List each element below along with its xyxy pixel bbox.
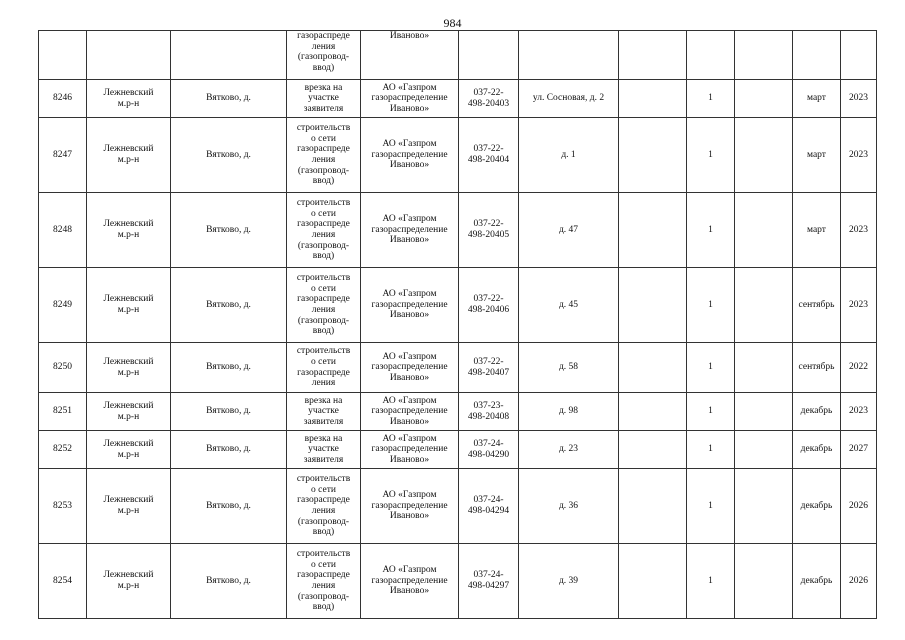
line: 037-22- (473, 219, 504, 230)
cell-org (361, 31, 459, 80)
line: заявителя (303, 454, 344, 465)
cell-address: ул. Сосновая, д. 2 (519, 80, 619, 118)
cell-locality: Вятково, д. (171, 343, 287, 393)
line: газораспреде (297, 495, 350, 506)
cell-month: декабрь (793, 469, 841, 544)
cell-district (87, 431, 171, 469)
line: заявителя (303, 416, 344, 427)
line: газораспределение (371, 362, 448, 373)
line: м.р-н (117, 411, 140, 422)
line: Иваново» (389, 454, 430, 465)
line: Иваново» (389, 235, 430, 246)
line: м.р-н (117, 367, 140, 378)
line: 498-04297 (467, 581, 510, 591)
cell-empty (619, 268, 687, 343)
cell-work (287, 343, 361, 393)
line: АО «Газпром (382, 289, 437, 300)
line: ления (311, 506, 336, 516)
line: газораспределение (371, 93, 448, 104)
line: Лежневский (103, 219, 154, 230)
cell-address: д. 58 (519, 343, 619, 393)
line: строительств (296, 198, 351, 209)
cell-year: 2022 (841, 343, 877, 393)
line: (газопровод- (297, 240, 350, 251)
line: заявителя (303, 103, 344, 114)
cell-address (519, 31, 619, 80)
table-row (39, 268, 877, 343)
line: ления (311, 378, 336, 389)
cell-qty: 1 (687, 193, 735, 268)
line: Лежневский (103, 570, 154, 581)
line: участке (308, 406, 339, 417)
cell-year: 2023 (841, 80, 877, 118)
cell-address: д. 23 (519, 431, 619, 469)
cell-work (287, 268, 361, 343)
line: строительств (296, 346, 351, 357)
cell-address: д. 36 (519, 469, 619, 544)
table-row (39, 431, 877, 469)
cell-empty (735, 31, 793, 80)
line: АО «Газпром (382, 351, 437, 362)
line: ления (311, 230, 336, 240)
cell-year: 2027 (841, 431, 877, 469)
line: 498-04294 (467, 506, 510, 516)
cell-work (287, 393, 361, 431)
line: ввод) (312, 251, 335, 262)
line: газораспределение (371, 224, 448, 235)
cell-month (793, 31, 841, 80)
line: строительств (296, 474, 351, 485)
line: АО «Газпром (382, 395, 437, 406)
table-row (39, 118, 877, 193)
cell-work (287, 193, 361, 268)
cell-locality: Вятково, д. (171, 193, 287, 268)
line: Иваново» (389, 160, 430, 171)
cell-locality: Вятково, д. (171, 80, 287, 118)
line: 498-20404 (467, 155, 510, 165)
cell-locality: Вятково, д. (171, 431, 287, 469)
line: ввод) (312, 602, 335, 613)
line: 498-20406 (467, 305, 510, 315)
line: АО «Газпром (382, 139, 437, 150)
cell-locality: Вятково, д. (171, 544, 287, 619)
cell-month: март (793, 118, 841, 193)
line: м.р-н (117, 230, 140, 240)
line: Лежневский (103, 87, 154, 98)
cell-locality: Вятково, д. (171, 469, 287, 544)
cell-locality: Вятково, д. (171, 393, 287, 431)
line: Лежневский (103, 294, 154, 305)
cell-month: март (793, 80, 841, 118)
cell-empty (619, 393, 687, 431)
cell-org (361, 431, 459, 469)
cell-district (87, 469, 171, 544)
cell-work (287, 544, 361, 619)
line: АО «Газпром (382, 82, 437, 93)
cell-locality: Вятково, д. (171, 268, 287, 343)
cell-empty (619, 118, 687, 193)
line: Лежневский (103, 495, 154, 506)
line: м.р-н (117, 155, 140, 165)
cell-org (361, 193, 459, 268)
line: газораспределение (371, 444, 448, 455)
line: АО «Газпром (382, 214, 437, 225)
table-row (39, 193, 877, 268)
line: ления (311, 305, 336, 315)
line: АО «Газпром (382, 565, 437, 576)
cell-year: 2023 (841, 118, 877, 193)
cell-qty: 1 (687, 80, 735, 118)
line: ления (311, 41, 336, 52)
cell-qty: 1 (687, 544, 735, 619)
line: 498-20405 (467, 230, 510, 240)
line: (газопровод- (297, 516, 350, 527)
line: газораспреде (297, 367, 350, 378)
line: строительств (296, 273, 351, 284)
line: Лежневский (103, 438, 154, 449)
line: 498-20403 (467, 98, 510, 109)
line: газораспределение (371, 500, 448, 511)
line: (газопровод- (297, 165, 350, 176)
cell-work (287, 469, 361, 544)
cell-num: 8253 (39, 469, 87, 544)
line: АО «Газпром (382, 433, 437, 444)
line: строительств (296, 549, 351, 560)
line: Иваново» (389, 586, 430, 597)
line: 498-20407 (467, 367, 510, 378)
cell-code (459, 268, 519, 343)
line: газораспреде (297, 570, 350, 581)
cell-empty (619, 193, 687, 268)
line: (газопровод- (297, 315, 350, 326)
cell-work (287, 31, 361, 80)
cell-empty (735, 393, 793, 431)
cell-code (459, 393, 519, 431)
line: Лежневский (103, 144, 154, 155)
cell-empty (735, 469, 793, 544)
cell-work (287, 80, 361, 118)
line: врезка на (304, 82, 343, 93)
cell-empty (735, 80, 793, 118)
cell-district (87, 193, 171, 268)
cell-empty (735, 118, 793, 193)
cell-district (87, 393, 171, 431)
cell-num: 8249 (39, 268, 87, 343)
cell-qty: 1 (687, 393, 735, 431)
cell-num: 8250 (39, 343, 87, 393)
cell-address: д. 39 (519, 544, 619, 619)
table-row (39, 544, 877, 619)
line: участке (308, 93, 339, 104)
cell-code (459, 469, 519, 544)
cell-code (459, 118, 519, 193)
line: газораспределение (371, 575, 448, 586)
line: м.р-н (117, 449, 140, 460)
cell-address: д. 47 (519, 193, 619, 268)
cell-empty (735, 268, 793, 343)
table-row (39, 469, 877, 544)
line: газораспреде (297, 219, 350, 230)
cell-org (361, 343, 459, 393)
cell-org (361, 118, 459, 193)
cell-year: 2026 (841, 544, 877, 619)
line: о сети (311, 283, 336, 294)
cell-locality: Вятково, д. (171, 118, 287, 193)
line: ввод) (312, 326, 335, 337)
line: Иваново» (389, 31, 430, 41)
line: 037-24- (473, 495, 504, 506)
line: (газопровод- (297, 591, 350, 602)
cell-empty (619, 431, 687, 469)
line: Иваново» (389, 310, 430, 321)
cell-num: 8248 (39, 193, 87, 268)
table-row (39, 80, 877, 118)
line: 498-04290 (467, 449, 510, 460)
cell-code (459, 193, 519, 268)
line: строительств (296, 123, 351, 134)
cell-month: сентябрь (793, 268, 841, 343)
cell-work (287, 431, 361, 469)
cell-empty (619, 343, 687, 393)
line: (газопровод- (297, 52, 350, 63)
cell-qty: 1 (687, 343, 735, 393)
cell-empty (619, 544, 687, 619)
line: 037-24- (473, 570, 504, 581)
line: Иваново» (389, 372, 430, 383)
cell-qty (687, 31, 735, 80)
line: ления (311, 581, 336, 591)
cell-empty (619, 80, 687, 118)
cell-org (361, 393, 459, 431)
cell-code (459, 431, 519, 469)
cell-empty (619, 469, 687, 544)
line: врезка на (304, 395, 343, 406)
cell-org (361, 469, 459, 544)
line: м.р-н (117, 98, 140, 109)
line: газораспределение (371, 299, 448, 310)
cell-num: 8254 (39, 544, 87, 619)
cell-district (87, 80, 171, 118)
cell-org (361, 544, 459, 619)
cell-empty (735, 544, 793, 619)
line: врезка на (304, 433, 343, 444)
cell-district (87, 118, 171, 193)
cell-address: д. 1 (519, 118, 619, 193)
cell-org (361, 268, 459, 343)
line: газораспреде (297, 31, 350, 41)
line: газораспределение (371, 406, 448, 417)
cell-qty: 1 (687, 469, 735, 544)
line: Иваново» (389, 416, 430, 427)
line: участке (308, 444, 339, 455)
cell-month: сентябрь (793, 343, 841, 393)
cell-code (459, 343, 519, 393)
line: 498-20408 (467, 411, 510, 422)
cell-org (361, 80, 459, 118)
line: ввод) (312, 176, 335, 187)
cell-empty (735, 193, 793, 268)
line: 037-22- (473, 144, 504, 155)
line: 037-23- (473, 400, 504, 411)
line: Лежневский (103, 400, 154, 411)
cell-month: март (793, 193, 841, 268)
line: м.р-н (117, 305, 140, 315)
line: 037-22- (473, 87, 504, 98)
cell-num (39, 31, 87, 80)
cell-work (287, 118, 361, 193)
cell-empty (619, 31, 687, 80)
cell-year: 2023 (841, 393, 877, 431)
line: м.р-н (117, 506, 140, 516)
table-row (39, 393, 877, 431)
cell-num: 8252 (39, 431, 87, 469)
cell-month: декабрь (793, 393, 841, 431)
cell-month: декабрь (793, 431, 841, 469)
line: о сети (311, 356, 336, 367)
cell-code (459, 31, 519, 80)
line: м.р-н (117, 581, 140, 591)
line: 037-22- (473, 356, 504, 367)
registry-table (38, 30, 877, 619)
line: о сети (311, 484, 336, 495)
line: ввод) (312, 62, 335, 73)
cell-qty: 1 (687, 118, 735, 193)
line: о сети (311, 133, 336, 144)
line: Лежневский (103, 356, 154, 367)
cell-address: д. 98 (519, 393, 619, 431)
cell-code (459, 544, 519, 619)
line: АО «Газпром (382, 490, 437, 501)
cell-num: 8247 (39, 118, 87, 193)
line: ввод) (312, 527, 335, 538)
cell-district (87, 268, 171, 343)
page-number: 984 (443, 16, 462, 30)
cell-month: декабрь (793, 544, 841, 619)
line: ления (311, 155, 336, 165)
cell-qty: 1 (687, 431, 735, 469)
cell-district (87, 31, 171, 80)
line: 037-24- (473, 438, 504, 449)
line: газораспределение (371, 149, 448, 160)
cell-num: 8251 (39, 393, 87, 431)
cell-year: 2026 (841, 469, 877, 544)
cell-qty: 1 (687, 268, 735, 343)
cell-district (87, 544, 171, 619)
line: газораспреде (297, 294, 350, 305)
cell-empty (735, 431, 793, 469)
cell-num: 8246 (39, 80, 87, 118)
line: 037-22- (473, 294, 504, 305)
cell-year: 2023 (841, 193, 877, 268)
line: о сети (311, 559, 336, 570)
line: Иваново» (389, 511, 430, 522)
cell-year: 2023 (841, 268, 877, 343)
line: о сети (311, 208, 336, 219)
cell-empty (735, 343, 793, 393)
line: газораспреде (297, 144, 350, 155)
cell-code (459, 80, 519, 118)
cell-locality (171, 31, 287, 80)
line: Иваново» (389, 103, 430, 114)
table-row (39, 343, 877, 393)
cell-year (841, 31, 877, 80)
continuation-row (39, 31, 877, 80)
cell-address: д. 45 (519, 268, 619, 343)
cell-district (87, 343, 171, 393)
